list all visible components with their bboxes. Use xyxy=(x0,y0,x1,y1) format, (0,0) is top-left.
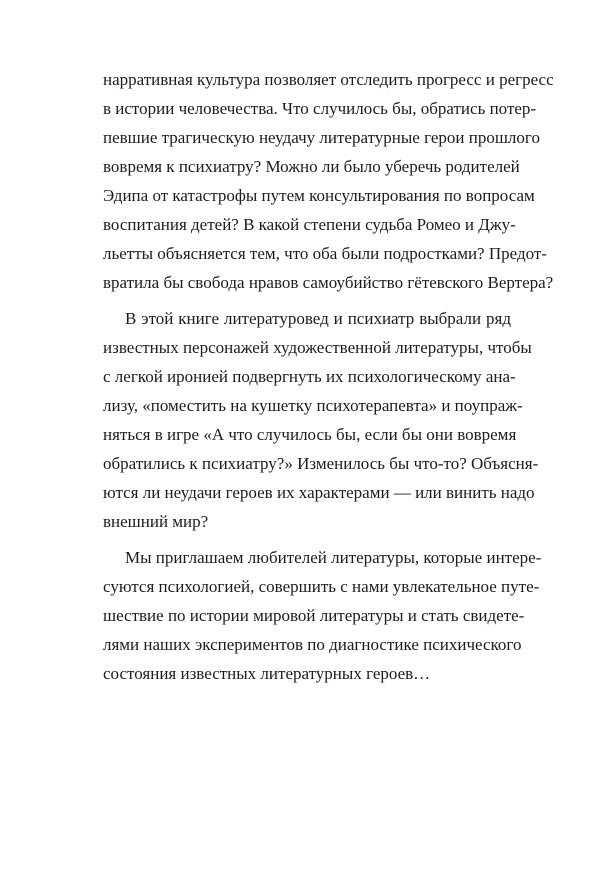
text-line: ются ли неудачи героев их характерами — или винить надо xyxy=(103,483,535,502)
text-line: Мы приглашаем любителей литературы, которые интере- xyxy=(125,548,542,567)
text-line: состояния известных литературных героев… xyxy=(103,664,431,683)
text-line: певшие трагическую неудачу литературные герои прошлого xyxy=(103,128,540,147)
text-line: лизу, «поместить на кушетку психотерапевта» и поупраж- xyxy=(103,396,523,415)
text-line: внешний мир? xyxy=(103,512,209,531)
body-text xyxy=(103,65,554,688)
paragraph-1 xyxy=(103,65,554,297)
text-line: известных персонажей художественной литературы, чтобы xyxy=(103,338,532,357)
paragraph-2 xyxy=(103,304,539,536)
text-line: воспитания детей? В какой степени судьба Ромео и Джу- xyxy=(103,215,516,234)
text-line: вовремя к психиатру? Можно ли было уберечь родителей xyxy=(103,157,520,176)
text-line: в истории человечества. Что случилось бы, обратись потер- xyxy=(103,99,537,118)
text-line: с легкой иронией подвергнуть их психологическому ана- xyxy=(103,367,516,386)
text-line: шествие по истории мировой литературы и стать свидете- xyxy=(103,606,525,625)
text-line: В этой книге литературовед и психиатр выбрали ряд xyxy=(125,309,511,328)
text-line: вратила бы свобода нравов самоубийство гётевского Вертера? xyxy=(103,273,554,292)
text-line: лями наших экспериментов по диагностике психического xyxy=(103,635,522,654)
text-line: обратились к психиатру?» Изменилось бы что-то? Объясня- xyxy=(103,454,539,473)
text-line: нарративная культура позволяет отследить прогресс и регресс xyxy=(103,70,554,89)
paragraph-3 xyxy=(103,543,542,688)
text-line: няться в игре «А что случилось бы, если бы они вовремя xyxy=(103,425,517,444)
text-line: суются психологией, совершить с нами увлекательное путе- xyxy=(103,577,540,596)
text-line: Эдипа от катастрофы путем консультирования по вопросам xyxy=(103,186,535,205)
text-line: льетты объясняется тем, что оба были подростками? Предот- xyxy=(103,244,547,263)
